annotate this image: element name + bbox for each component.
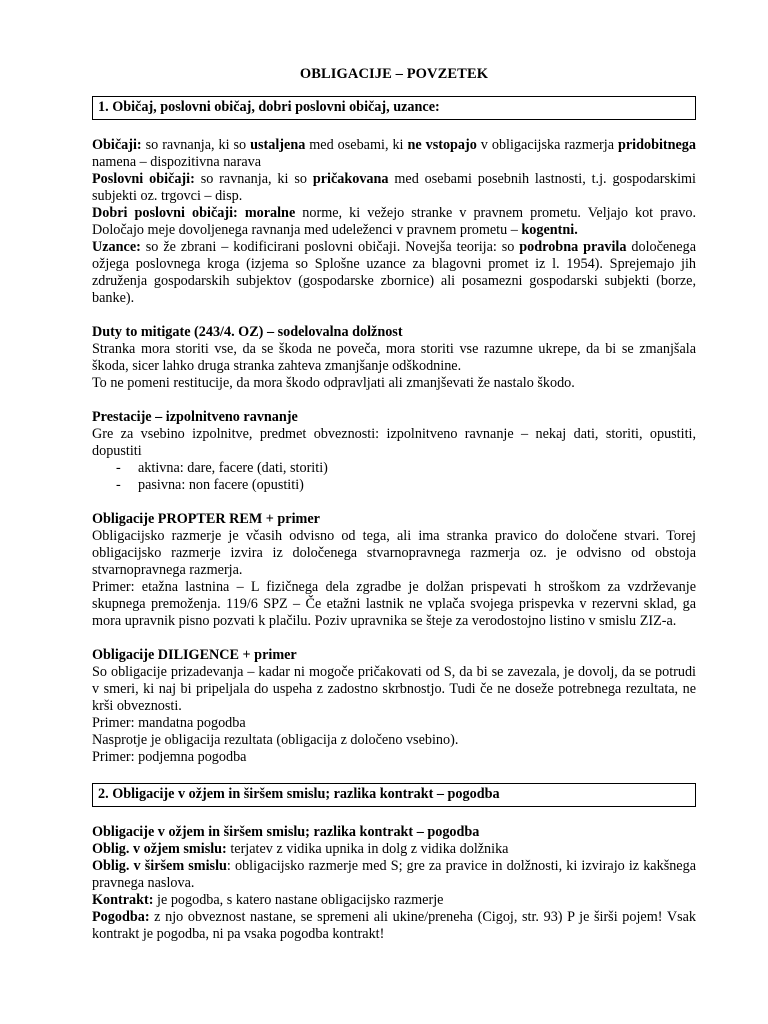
emph-podrobna-pravila: podrobna pravila xyxy=(519,239,627,255)
paragraph-duty-2: To ne pomeni restitucije, da mora škodo odpravljati ali zmanjševati že nastalo škodo. xyxy=(92,375,575,391)
paragraph-dobri-poslovni-obicaji xyxy=(92,205,696,239)
term-obicaji: Običaji: xyxy=(92,137,142,153)
text: med osebami posebnih lastnosti, t.j. gospodarskimi subjekti oz. trgovci – disp. xyxy=(92,171,696,204)
prestacije-list xyxy=(92,460,696,494)
paragraph-duty-1: Stranka mora storiti vse, da se škoda ne poveča, mora storiti vse razumne ukrepe, da bi se zmanjšala škoda, sicer lahko druga stranka zahteva zmanjšanje odškodnine. xyxy=(92,341,696,374)
list-item: - pasivna: non facere (opustiti) xyxy=(92,477,696,494)
term-pogodba: Pogodba: xyxy=(92,909,150,925)
spacer xyxy=(92,630,696,647)
paragraph-prestacije: Gre za vsebino izpolnitve, predmet obveznosti: izpolnitveno ravnanje – nekaj dati, storiti, opustiti, dopustiti xyxy=(92,426,696,459)
paragraph-propter-2: Primer: etažna lastnina – L fizičnega dela zgradbe je dolžan prispevati h stroškom za vzdrževanje skupnega premoženja. 119/6 SPZ – Če etažni lastnik ne vplača svojega prispevka v rezervni sklad, ga mora upravnik pisno pozvati k plačilu. Poziv upravnika se šteje za verodostojno listino v smislu ZIZ-a. xyxy=(92,579,696,629)
text: namena – dispozitivna narava xyxy=(92,154,262,170)
text xyxy=(238,205,245,221)
term-dobri-poslovni-obicaji: Dobri poslovni običaji: xyxy=(92,205,238,221)
paragraph-propter-1: Obligacijsko razmerje je včasih odvisno od tega, ali ima stranka pravico do določene stvari. Torej obligacijsko razmerje izvira iz določenega stvarnopravnega razmerja oz. je odvisno od obstoja stvarnopravnega razmerja. xyxy=(92,528,696,578)
emph-kogentni: kogentni. xyxy=(521,222,578,238)
term-ozjem: Oblig. v ožjem smislu: xyxy=(92,841,227,857)
term-kontrakt: Kontrakt: xyxy=(92,892,154,908)
paragraph-obicaji xyxy=(92,137,696,171)
heading-text: Obligacije v ožjem in širšem smislu; razlika kontrakt – pogodba xyxy=(92,824,480,840)
text: med osebami, ki xyxy=(305,137,408,153)
spacer xyxy=(92,307,696,324)
list-item: - aktivna: dare, facere (dati, storiti) xyxy=(92,460,696,477)
emph-moralne: moralne xyxy=(244,205,296,221)
text: določenega ožjega poslovnega kroga (izjema so Splošne uzance za blagovni promet iz l. 1954). Sprejemajo jih združenja gospodarskih subjektov (gospodarske zbornice) ali posamezni gospodarski subjekti (borze, banke). xyxy=(92,239,696,306)
heading-section-2 xyxy=(92,824,696,841)
emph-ne-vstopajo: ne vstopajo xyxy=(407,137,477,153)
emph-pridobitnega: pridobitnega xyxy=(617,137,696,153)
text: terjatev z vidika upnika in dolg z vidika dolžnika xyxy=(226,841,509,857)
heading-text: Obligacije DILIGENCE + primer xyxy=(92,647,297,663)
paragraph-sirsem xyxy=(92,858,696,892)
text: v obligacijska razmerja xyxy=(476,137,618,153)
text: z njo obveznost nastane, se spremeni ali ukine/preneha (Cigoj, str. 93) P je širši pojem! Vsak kontrakt je pogodba, ni pa vsaka pogodba kontrakt! xyxy=(92,909,696,942)
document-title: OBLIGACIJE – POVZETEK xyxy=(299,66,489,82)
paragraph-diligence-2: Primer: mandatna pogodba xyxy=(92,715,246,731)
paragraph-kontrakt xyxy=(92,892,696,909)
text: so ravnanja, ki so xyxy=(194,171,313,187)
text: so že zbrani – kodificirani poslovni običaji. Novejša teorija: so xyxy=(140,239,520,255)
paragraph-diligence-1: So obligacije prizadevanja – kadar ni mogoče pričakovati od S, da bi se zavezala, je dovolj, da se potrudi v smeri, ki naj bi pripeljala do uspeha z zadostno skrbnostjo. Tudi če ne doseže potrebnega rezultata, ne krši obveznosti. xyxy=(92,664,696,714)
paragraph-diligence-3: Nasprotje je obligacija rezultata (obligacija z določeno vsebino). xyxy=(92,732,459,748)
spacer xyxy=(92,392,696,409)
text: so ravnanja, ki so xyxy=(141,137,251,153)
emph-ustaljena: ustaljena xyxy=(250,137,306,153)
text: norme, ki vežejo stranke v pravnem prometu. Veljajo kot pravo. Določajo meje dovoljenega ravnanja med udeleženci v pravnem prometu – xyxy=(92,205,697,238)
heading-text: Obligacije PROPTER REM + primer xyxy=(92,511,320,527)
heading-diligence xyxy=(92,647,696,664)
heading-text: Prestacije – izpolnitveno ravnanje xyxy=(92,409,298,425)
text: je pogodba, s katero nastane obligacijsko razmerje xyxy=(153,892,444,908)
heading-text: Duty to mitigate (243/4. OZ) – sodelovalna dolžnost xyxy=(92,324,403,340)
paragraph-ozjem xyxy=(92,841,696,858)
heading-prestacije xyxy=(92,409,696,426)
paragraph-pogodba xyxy=(92,909,696,943)
term-uzance: Uzance: xyxy=(92,239,141,255)
emph-pricakovana: pričakovana xyxy=(312,171,389,187)
paragraph-uzance xyxy=(92,239,696,307)
paragraph-poslovni-obicaji xyxy=(92,171,696,205)
heading-propter-rem xyxy=(92,511,696,528)
spacer xyxy=(92,766,696,783)
text: : obligacijsko razmerje med S; gre za pravice in dolžnosti, ki izvirajo iz kakšnega pravnega naslova. xyxy=(92,858,696,891)
section-1-header: 1. Običaj, poslovni običaj, dobri poslovni običaj, uzance: xyxy=(92,96,696,120)
spacer xyxy=(92,494,696,511)
heading-duty-to-mitigate xyxy=(92,324,696,341)
paragraph-diligence-4: Primer: podjemna pogodba xyxy=(92,749,247,765)
term-poslovni-obicaji: Poslovni običaji: xyxy=(92,171,195,187)
term-sirsem: Oblig. v širšem smislu xyxy=(92,858,227,874)
section-2-header: 2. Obligacije v ožjem in širšem smislu; razlika kontrakt – pogodba xyxy=(92,783,696,807)
